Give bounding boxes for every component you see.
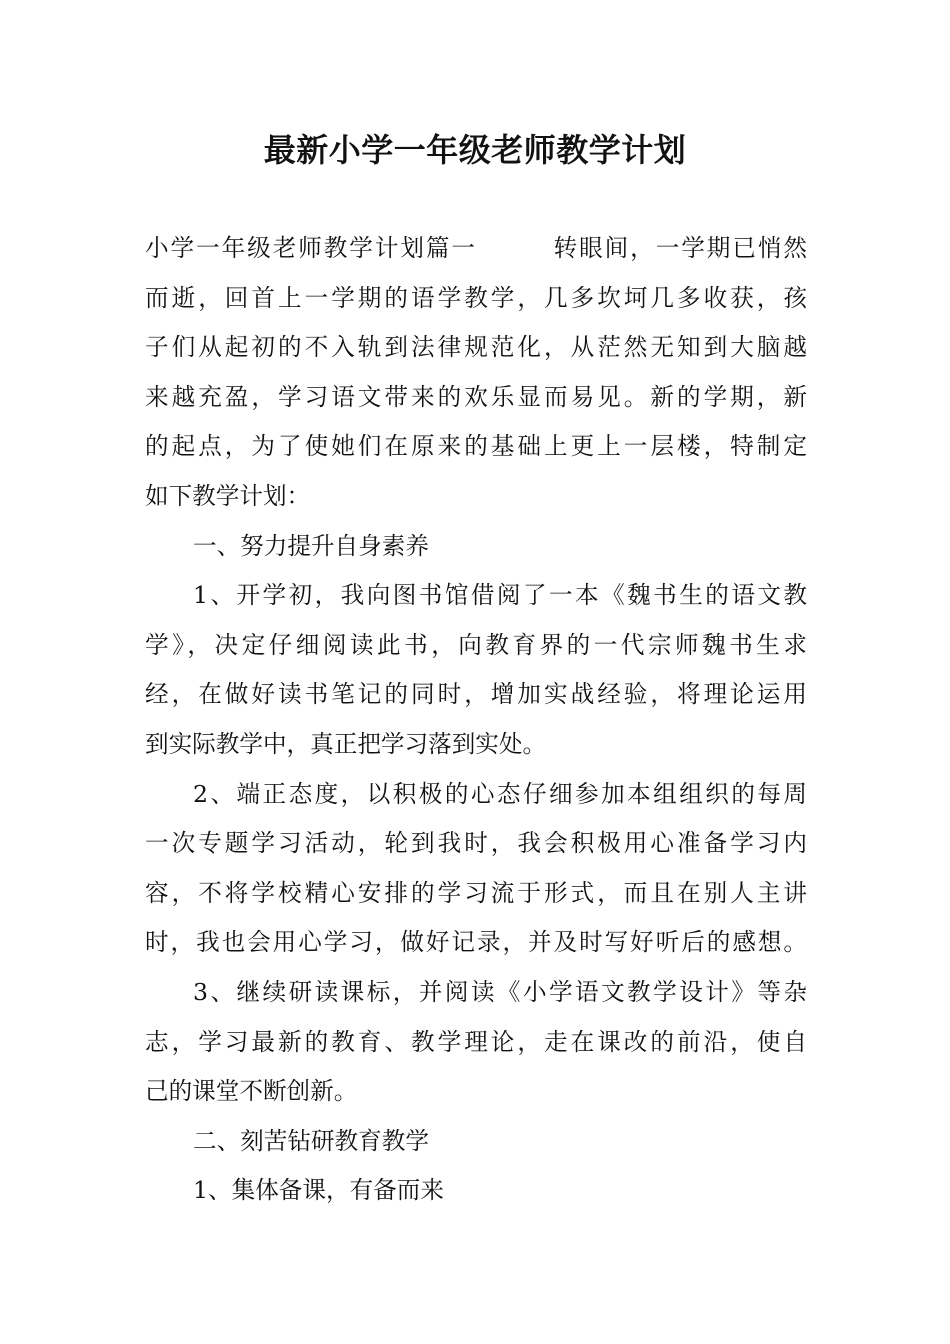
body-line: 3、继续研读课标，并阅读《小学语文教学设计》等杂 [193, 977, 807, 1006]
body-line: 小学一年级老师教学计划篇一 转眼间，一学期已悄然 [145, 234, 807, 262]
body-line: 容，不将学校精心安排的学习流于形式，而且在别人主讲 [145, 878, 807, 907]
body-line: 而逝，回首上一学期的语学教学，几多坎坷几多收获，孩 [145, 283, 807, 312]
body-line: 1、集体备课，有备而来 [193, 1176, 444, 1205]
body-line: 经，在做好读书笔记的同时，增加实战经验，将理论运用 [145, 680, 807, 709]
body-line: 己的课堂不断创新。 [145, 1077, 358, 1106]
body-line: 来越充盈，学习语文带来的欢乐显而易见。新的学期，新 [145, 382, 807, 411]
section-heading: 一、努力提升自身素养 [193, 531, 429, 560]
body-line: 的起点，为了使她们在原来的基础上更上一层楼，特制定 [145, 432, 807, 461]
body-line: 子们从起初的不入轨到法律规范化，从茫然无知到大脑越 [145, 333, 807, 362]
body-line: 学》，决定仔细阅读此书，向教育界的一代宗师魏书生求 [145, 630, 807, 659]
body-line: 到实际教学中，真正把学习落到实处。 [145, 729, 547, 758]
body-line: 志，学习最新的教育、教学理论，走在课改的前沿，使自 [145, 1027, 807, 1056]
body-line: 1、开学初，我向图书馆借阅了一本《魏书生的语文教 [193, 581, 807, 610]
body-line: 时，我也会用心学习，做好记录，并及时写好听后的感想。 [145, 928, 807, 957]
body-line: 如下教学计划： [145, 481, 311, 510]
body-line: 2、端正态度，以积极的心态仔细参加本组组织的每周 [193, 779, 807, 808]
document-body [145, 224, 807, 1216]
section-heading: 二、刻苦钻研教育教学 [193, 1126, 429, 1155]
document-title: 最新小学一年级老师教学计划 [263, 131, 687, 169]
body-line: 一次专题学习活动，轮到我时，我会积极用心准备学习内 [145, 829, 807, 858]
